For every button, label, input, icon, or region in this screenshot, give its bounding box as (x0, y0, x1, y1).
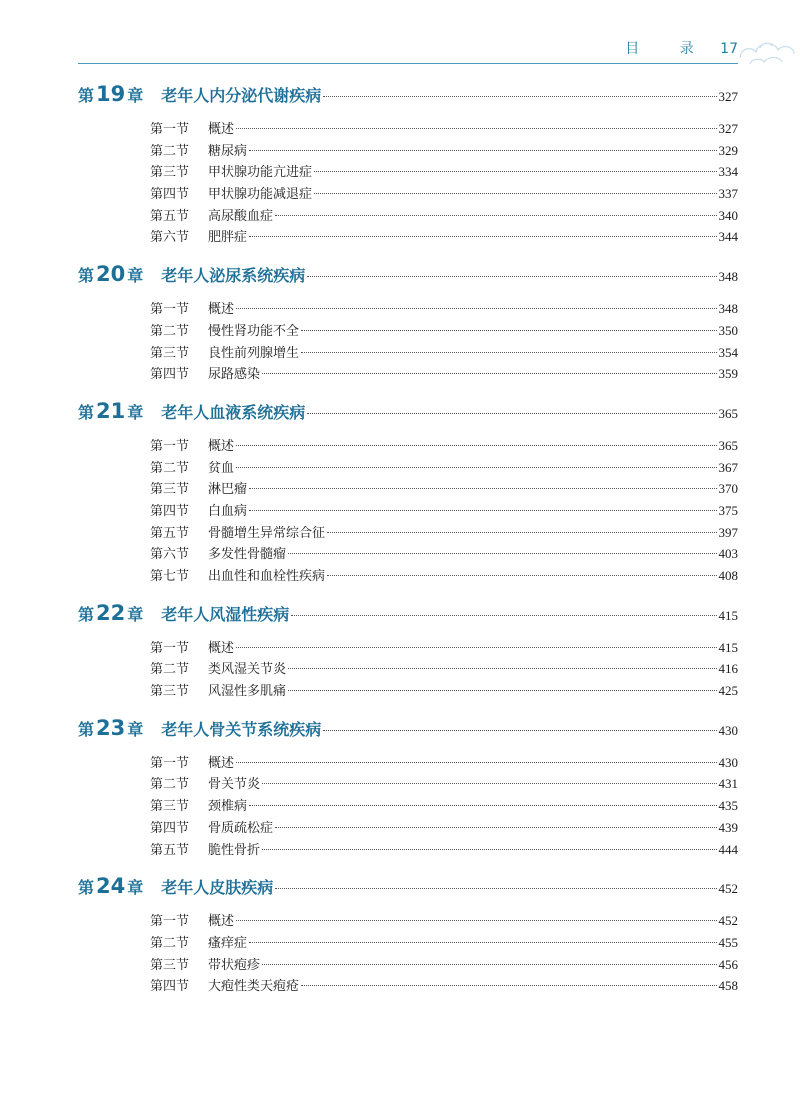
section-title: 骨关节炎 (208, 777, 261, 793)
dot-leader (249, 510, 716, 511)
section-title: 高尿酸血症 (208, 208, 274, 224)
dot-leader (236, 445, 716, 446)
section-entry[interactable] (150, 183, 738, 205)
section-label: 第一节 (150, 640, 190, 656)
dot-leader (288, 553, 716, 554)
dot-leader (262, 849, 716, 850)
section-title: 淋巴瘤 (208, 482, 248, 498)
dot-leader (262, 964, 716, 965)
section-entry[interactable] (150, 205, 738, 227)
chapter-prefix: 第 (78, 266, 95, 286)
section-page: 456 (718, 956, 738, 972)
section-label: 第五节 (150, 208, 190, 224)
section-entry[interactable] (150, 795, 738, 817)
section-entry[interactable] (150, 932, 738, 954)
section-entry[interactable] (150, 543, 738, 565)
chapter-entry[interactable] (78, 262, 738, 286)
section-label: 第三节 (150, 799, 190, 815)
section-page: 337 (718, 186, 738, 202)
chapter-prefix: 第 (78, 719, 95, 739)
dot-leader (249, 942, 716, 943)
section-title: 白血病 (208, 503, 248, 519)
section-page: 403 (718, 546, 738, 562)
section-label: 第四节 (150, 820, 190, 836)
section-page: 435 (718, 798, 738, 814)
section-label: 第二节 (150, 143, 190, 159)
section-entry[interactable] (150, 140, 738, 162)
section-label: 第三节 (150, 684, 190, 700)
section-entry[interactable] (150, 910, 738, 932)
dot-leader (307, 413, 716, 414)
section-title: 颈椎病 (208, 799, 248, 815)
section-label: 第五节 (150, 842, 190, 858)
section-title: 甲状腺功能亢进症 (208, 165, 313, 181)
section-title: 大疱性类天疱疮 (208, 979, 300, 995)
section-label: 第二节 (150, 662, 190, 678)
section-entry[interactable] (150, 161, 738, 183)
section-page: 348 (718, 301, 738, 317)
running-header (78, 38, 738, 60)
section-entry[interactable] (150, 975, 738, 997)
section-label: 第二节 (150, 777, 190, 793)
section-page: 439 (718, 819, 738, 835)
section-page: 344 (718, 229, 738, 245)
section-page: 375 (718, 502, 738, 518)
dot-leader (275, 888, 716, 889)
section-page: 350 (718, 322, 738, 338)
section-page: 367 (718, 459, 738, 475)
section-page: 431 (718, 776, 738, 792)
dot-leader (236, 128, 716, 129)
chapter-page: 452 (718, 881, 738, 897)
dot-leader (275, 827, 716, 828)
section-entry[interactable] (150, 773, 738, 795)
section-title: 概述 (208, 438, 235, 454)
chapter-prefix: 第 (78, 604, 95, 624)
section-page: 354 (718, 344, 738, 360)
section-page: 329 (718, 142, 738, 158)
section-title: 骨质疏松症 (208, 820, 274, 836)
dot-leader (307, 276, 716, 277)
section-page: 430 (718, 754, 738, 770)
section-title: 甲状腺功能减退症 (208, 187, 313, 203)
section-label: 第一节 (150, 438, 190, 454)
chapter-entry[interactable] (78, 601, 738, 625)
chapter-title: 老年人风湿性疾病 (161, 604, 290, 624)
chapter-page: 365 (718, 405, 738, 421)
dot-leader (301, 985, 716, 986)
chapter-page: 348 (718, 269, 738, 285)
section-entry[interactable] (150, 435, 738, 457)
section-entry[interactable] (150, 565, 738, 587)
section-title: 瘙痒症 (208, 935, 248, 951)
chapter-page: 430 (718, 722, 738, 738)
chapter-label (78, 601, 143, 625)
chapter-suffix: 章 (127, 719, 144, 739)
section-title: 带状疱疹 (208, 957, 261, 973)
dot-leader (249, 236, 716, 237)
section-page: 365 (718, 437, 738, 453)
chapter-title: 老年人血液系统疾病 (161, 402, 306, 422)
section-label: 第一节 (150, 914, 190, 930)
section-entry[interactable] (150, 342, 738, 364)
chapter-number: 21 (96, 398, 126, 423)
dot-leader (236, 647, 716, 648)
chapter-number: 24 (96, 874, 126, 899)
section-label: 第四节 (150, 503, 190, 519)
chapter-label (78, 262, 143, 286)
section-label: 第四节 (150, 979, 190, 995)
section-label: 第三节 (150, 482, 190, 498)
chapter-label (78, 82, 143, 106)
section-page: 416 (718, 661, 738, 677)
section-entry[interactable] (150, 680, 738, 702)
section-entry[interactable] (150, 817, 738, 839)
chapter-label (78, 399, 143, 423)
section-page: 452 (718, 913, 738, 929)
chapter-page: 415 (718, 607, 738, 623)
section-page: 415 (718, 639, 738, 655)
chapter-entry[interactable] (78, 82, 738, 106)
section-page: 408 (718, 568, 738, 583)
chapter-suffix: 章 (127, 86, 144, 105)
section-entry[interactable] (150, 637, 738, 659)
chapter-prefix: 第 (78, 86, 95, 105)
chapter-prefix: 第 (78, 878, 95, 898)
chapter-label (78, 716, 143, 740)
dot-leader (288, 690, 716, 691)
dot-leader (249, 805, 716, 806)
dot-leader (327, 575, 716, 576)
dot-leader (236, 467, 716, 468)
dot-leader (291, 615, 716, 616)
section-title: 糖尿病 (208, 143, 248, 159)
section-entry[interactable] (150, 954, 738, 976)
section-title: 骨髓增生异常综合征 (208, 525, 326, 541)
dot-leader (236, 762, 716, 763)
section-entry[interactable] (150, 658, 738, 680)
section-entry[interactable] (150, 298, 738, 320)
section-page: 455 (718, 934, 738, 950)
section-page: 425 (718, 683, 738, 699)
section-title: 概述 (208, 914, 235, 930)
chapter-suffix: 章 (127, 402, 144, 422)
section-page: 334 (718, 164, 738, 180)
chapter-number: 23 (96, 715, 126, 740)
section-label: 第四节 (150, 187, 190, 203)
dot-leader (323, 730, 716, 731)
section-title: 脆性骨折 (208, 842, 261, 858)
dot-leader (275, 215, 716, 216)
section-label: 第二节 (150, 460, 190, 476)
section-entry[interactable] (150, 457, 738, 479)
header-rule (78, 63, 738, 64)
section-title: 概述 (208, 755, 235, 771)
section-title: 慢性肾功能不全 (208, 323, 300, 339)
chapter-title: 老年人泌尿系统疾病 (161, 266, 306, 286)
dot-leader (301, 330, 716, 331)
chapter-number: 22 (96, 600, 126, 625)
section-title: 尿路感染 (208, 367, 261, 383)
section-page: 444 (718, 841, 738, 857)
section-title: 概述 (208, 122, 235, 137)
chapter-entry[interactable] (78, 874, 738, 898)
section-page: 340 (718, 207, 738, 223)
section-label: 第三节 (150, 345, 190, 361)
section-title: 贫血 (208, 460, 235, 476)
section-page: 327 (718, 121, 738, 136)
section-label: 第三节 (150, 957, 190, 973)
section-page: 370 (718, 481, 738, 497)
chapter-page: 327 (718, 89, 738, 104)
section-title: 风湿性多肌痛 (208, 684, 287, 700)
section-label: 第六节 (150, 547, 190, 563)
header-page-number: 17 (720, 41, 738, 57)
dot-leader (236, 920, 716, 921)
section-entry[interactable] (150, 226, 738, 248)
section-label: 第一节 (150, 755, 190, 771)
section-label: 第一节 (150, 302, 190, 318)
section-label: 第三节 (150, 165, 190, 181)
chapter-entry[interactable] (78, 716, 738, 740)
section-page: 359 (718, 366, 738, 382)
dot-leader (323, 96, 716, 97)
chapter-number: 19 (96, 82, 126, 106)
section-title: 肥胖症 (208, 230, 248, 246)
chapter-title: 老年人皮肤疾病 (161, 878, 274, 898)
chapter-suffix: 章 (127, 878, 144, 898)
section-entry[interactable] (150, 839, 738, 861)
section-entry[interactable] (150, 752, 738, 774)
section-title: 多发性骨髓瘤 (208, 547, 287, 563)
header-title: 目 录 (625, 41, 712, 57)
dot-leader (288, 668, 716, 669)
section-entry[interactable] (150, 500, 738, 522)
dot-leader (314, 171, 716, 172)
section-title: 概述 (208, 640, 235, 656)
section-entry[interactable] (150, 118, 738, 140)
dot-leader (236, 308, 716, 309)
chapter-suffix: 章 (127, 604, 144, 624)
dot-leader (327, 532, 716, 533)
section-title: 概述 (208, 302, 235, 318)
section-label: 第二节 (150, 323, 190, 339)
dot-leader (249, 150, 716, 151)
section-label: 第二节 (150, 935, 190, 951)
dot-leader (301, 352, 716, 353)
section-page: 458 (718, 978, 738, 994)
section-entry[interactable] (150, 363, 738, 385)
chapter-prefix: 第 (78, 402, 95, 422)
chapter-title: 老年人骨关节系统疾病 (161, 719, 322, 739)
section-label: 第五节 (150, 525, 190, 541)
dot-leader (314, 193, 716, 194)
chapter-suffix: 章 (127, 266, 144, 286)
section-label: 第一节 (150, 122, 190, 137)
section-label: 第六节 (150, 230, 190, 246)
section-label: 第四节 (150, 367, 190, 383)
section-label: 第七节 (150, 569, 190, 584)
chapter-number: 20 (96, 262, 126, 287)
section-entry[interactable] (150, 522, 738, 544)
section-title: 良性前列腺增生 (208, 345, 300, 361)
section-title: 出血性和血栓性疾病 (208, 569, 326, 584)
table-of-contents (78, 82, 738, 997)
dot-leader (262, 373, 716, 374)
chapter-label (78, 874, 143, 898)
dot-leader (262, 783, 716, 784)
chapter-entry[interactable] (78, 399, 738, 423)
section-entry[interactable] (150, 320, 738, 342)
section-entry[interactable] (150, 478, 738, 500)
chapter-title: 老年人内分泌代谢疾病 (161, 86, 322, 105)
section-title: 类风湿关节炎 (208, 662, 287, 678)
section-page: 397 (718, 524, 738, 540)
cloud-ornament-icon (730, 18, 800, 78)
dot-leader (249, 488, 716, 489)
